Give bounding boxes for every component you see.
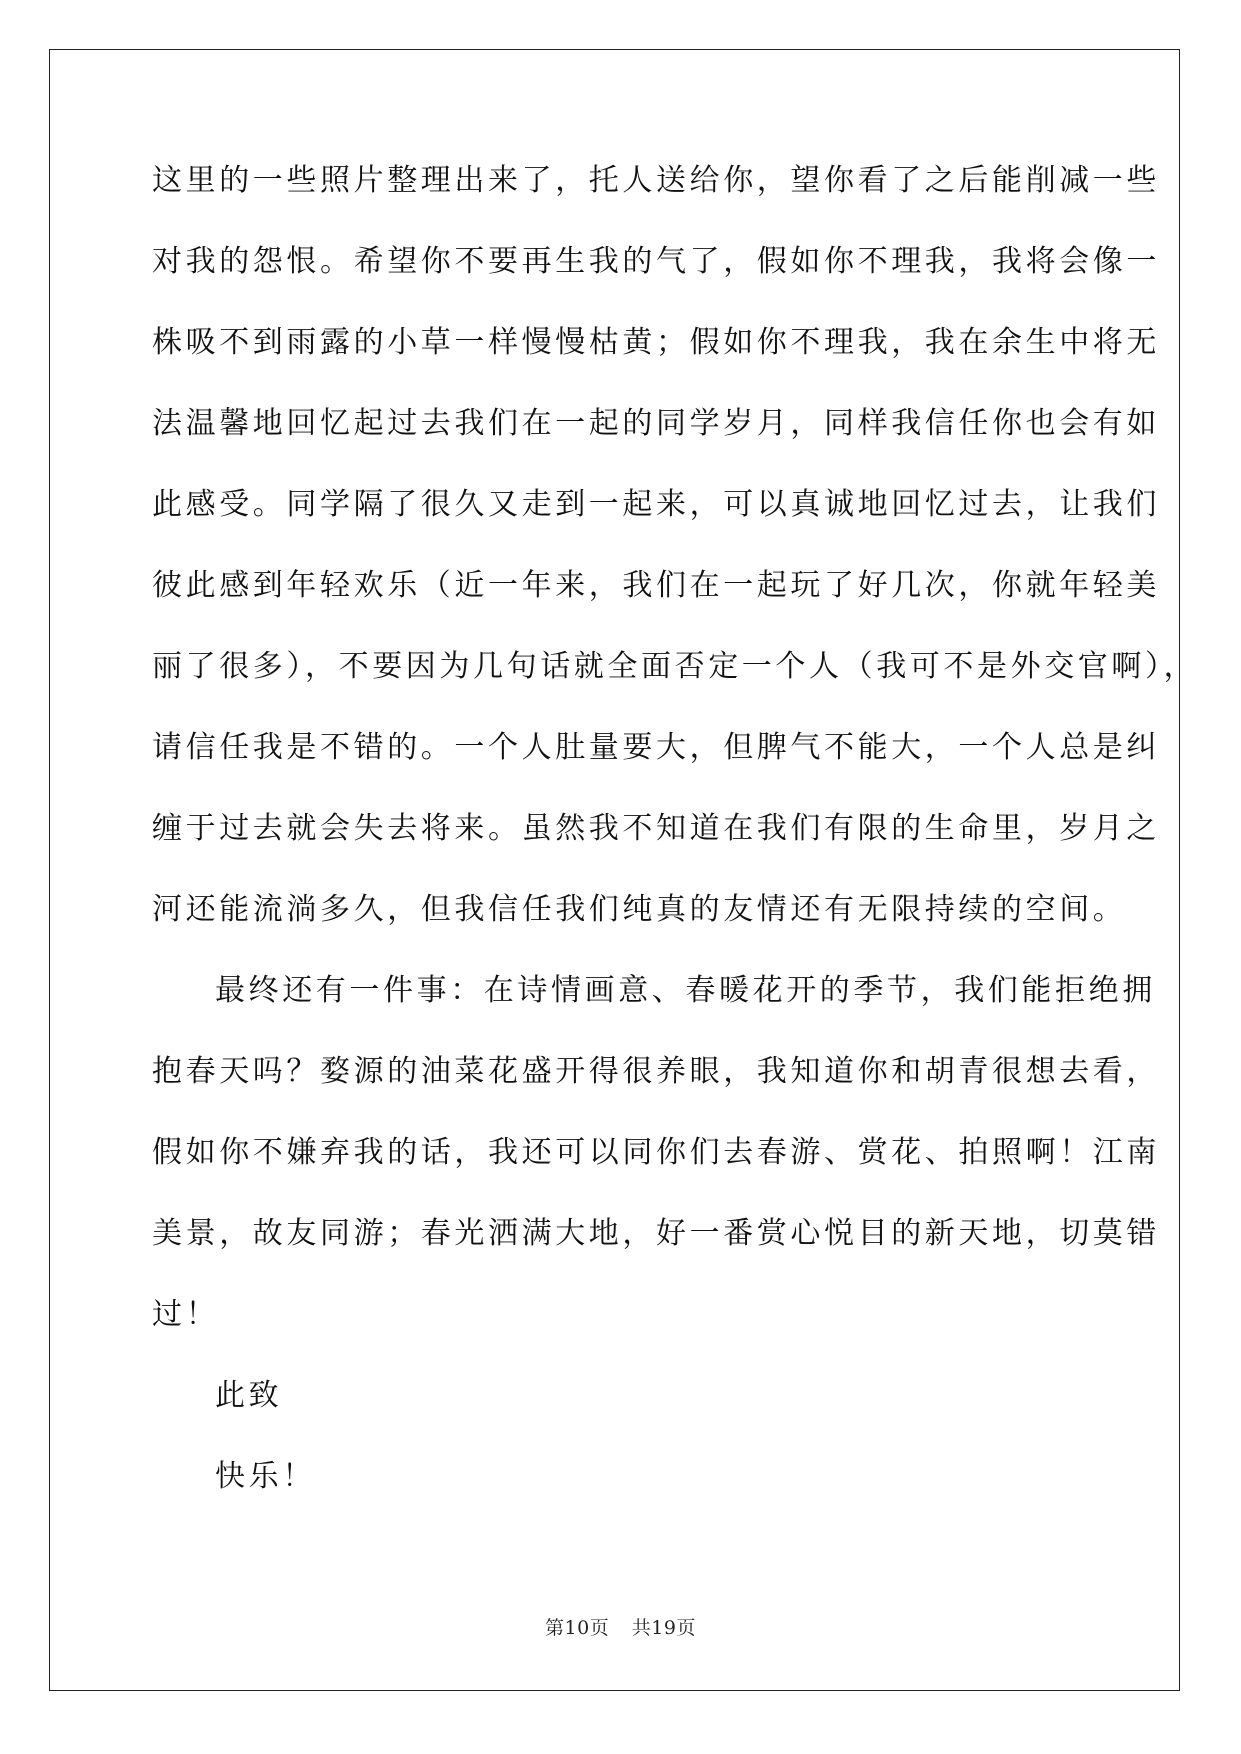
text-line: 丽了很多），不要因为几句话就全面否定一个人（我可不是外交官啊）， (152, 649, 1198, 684)
current-page-label: 第10页 (545, 1617, 610, 1639)
text-line: 缠于过去就会失去将来。虽然我不知道在我们有限的生命里，岁月之 (152, 811, 1160, 846)
text-line: 这里的一些照片整理出来了，托人送给你，望你看了之后能削减一些 (152, 163, 1160, 198)
page-number-footer (0, 1613, 1241, 1640)
text-line: 抱春天吗？婺源的油菜花盛开得很养眼，我知道你和胡青很想去看， (152, 1054, 1160, 1089)
text-line: 过！ (152, 1297, 220, 1332)
text-line: 假如你不嫌弃我的话，我还可以同你们去春游、赏花、拍照啊！江南 (152, 1135, 1160, 1170)
text-line: 法温馨地回忆起过去我们在一起的同学岁月，同样我信任你也会有如 (152, 406, 1160, 441)
text-line: 对我的怨恨。希望你不要再生我的气了，假如你不理我，我将会像一 (152, 244, 1160, 279)
text-line: 美景，故友同游；春光洒满大地，好一番赏心悦目的新天地，切莫错 (152, 1216, 1160, 1251)
letter-body (152, 163, 1198, 1540)
paragraph-start-line: 最终还有一件事：在诗情画意、春暖花开的季节，我们能拒绝拥 (215, 973, 1156, 1008)
text-line: 请信任我是不错的。一个人肚量要大，但脾气不能大，一个人总是纠 (152, 730, 1160, 765)
text-line: 河还能流淌多久，但我信任我们纯真的友情还有无限持续的空间。 (152, 892, 1127, 927)
text-line: 株吸不到雨露的小草一样慢慢枯黄；假如你不理我，我在余生中将无 (152, 325, 1160, 360)
closing-salutation: 此致 (215, 1378, 283, 1413)
text-line: 彼此感到年轻欢乐（近一年来，我们在一起玩了好几次，你就年轻美 (152, 568, 1160, 603)
closing-wish: 快乐！ (215, 1459, 316, 1494)
text-line: 此感受。同学隔了很久又走到一起来，可以真诚地回忆过去，让我们 (152, 487, 1160, 522)
total-pages-label: 共19页 (631, 1617, 696, 1639)
